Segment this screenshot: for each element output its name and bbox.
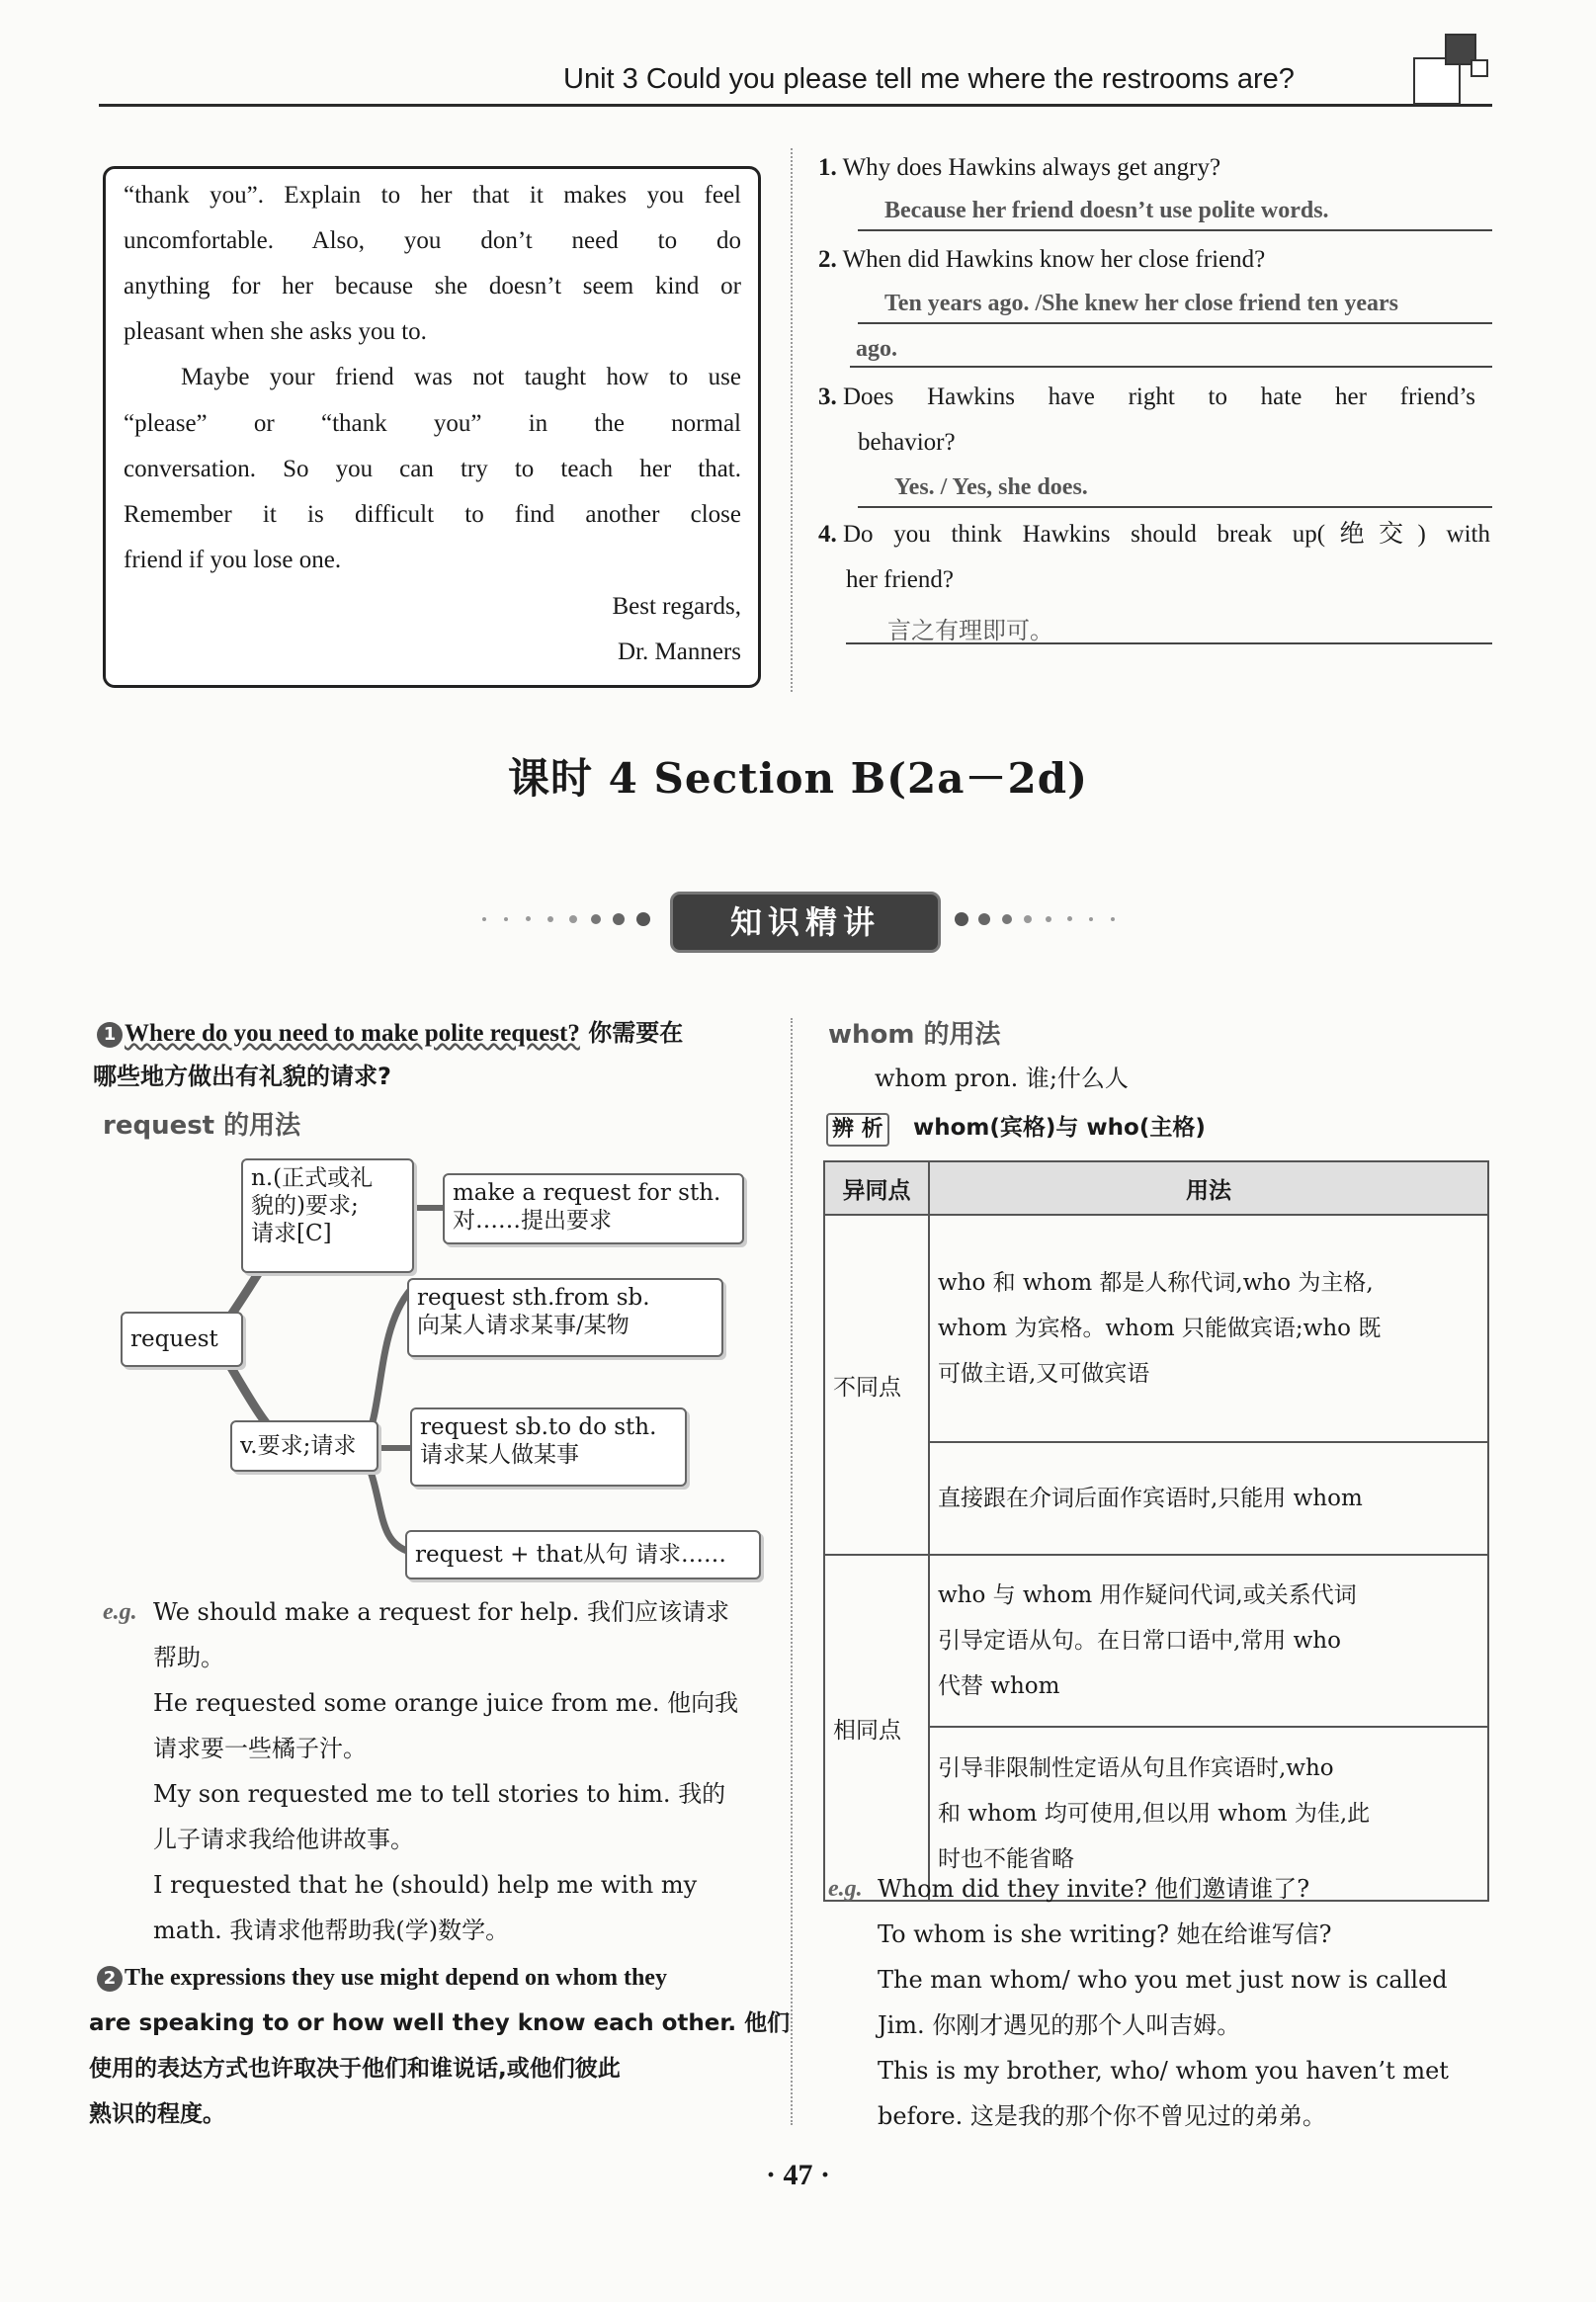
point-2-line: The expressions they use might depend on whom they [125, 1965, 667, 1991]
cell-line: whom 为宾格。whom 只能做宾语;who 既 [938, 1316, 1382, 1341]
example-line: We should make a request for help. 我们应该请求 [153, 1598, 729, 1626]
letter-line: “thank you”. Explain to her that it makes you feel [124, 182, 741, 209]
point-2-line: 熟识的程度。 [89, 2101, 225, 2127]
question-text-cont: her friend? [846, 566, 954, 593]
table-row [824, 1161, 1488, 1215]
question-number: 1. [818, 154, 837, 181]
example-line: 请求要一些橘子汁。 [153, 1735, 367, 1762]
letter-line: Maybe your friend was not taught how to use [181, 364, 741, 390]
question-text: Do you think Hawkins should break up(绝交) with [843, 521, 1490, 548]
example-line: math. 我请求他帮助我(学)数学。 [153, 1917, 510, 1944]
cell-line: 和 whom 均可使用,但以用 whom 为佳,此 [938, 1801, 1371, 1827]
letter-line: friend if you lose one. [124, 547, 342, 573]
map-usage-cn: 向某人请求某事/某物 [417, 1313, 630, 1338]
table-cell [929, 1555, 1488, 1727]
whom-subhead: whom 的用法 [828, 1020, 1001, 1050]
point-2-line: are speaking to or how well they know each other. 他们 [89, 2010, 791, 2036]
letter-signature: Dr. Manners [618, 639, 741, 665]
cell-line: 引导定语从句。在日常口语中,常用 who [938, 1628, 1341, 1654]
map-noun-node [241, 1158, 414, 1273]
whom-definition: whom pron. 谁;什么人 [875, 1065, 1129, 1092]
table-row-label: 相同点 [824, 1555, 929, 1901]
question-text-cont: behavior? [858, 429, 956, 456]
map-root-node: request [121, 1312, 243, 1367]
answer-underline [850, 366, 1492, 368]
table-cell: 直接跟在介词后面作宾语时,只能用 whom [929, 1442, 1488, 1555]
map-noun-line: 貌的)要求; [251, 1193, 359, 1219]
map-usage-en: request sth.from sb. [417, 1285, 650, 1311]
map-usage-en: make a request for sth. [453, 1180, 721, 1206]
bianxi-badge: 辨 析 [826, 1113, 889, 1147]
question-number: 2. [818, 246, 837, 273]
answer-underline [858, 322, 1492, 324]
example-line: The man whom/ who you met just now is called [878, 1966, 1448, 1994]
map-noun-line: n.(正式或礼 [251, 1165, 374, 1191]
example-line: I requested that he (should) help me with my [153, 1871, 698, 1899]
point-1-heading [97, 1018, 683, 1049]
letter-line: anything for her because she doesn’t seem kind or [124, 273, 741, 299]
map-verb-node: v.要求;请求 [230, 1420, 378, 1472]
example-line: This is my brother, who/ whom you haven’t met [878, 2057, 1449, 2085]
example-line: He requested some orange juice from me. 他向我 [153, 1689, 739, 1717]
section-banner: 知识精讲 [670, 892, 941, 953]
letter-line: uncomfortable. Also, you don’t need to do [124, 227, 741, 254]
cell-line: 代替 whom [938, 1673, 1060, 1699]
answer-3: Yes. / Yes, she does. [894, 474, 1088, 500]
letter-line: pleasant when she asks you to. [124, 318, 427, 345]
cell-line: 可做主语,又可做宾语 [938, 1361, 1150, 1387]
answer-4: 言之有理即可。 [887, 617, 1053, 644]
table-header: 异同点 [824, 1161, 929, 1215]
eg-label: e.g. [828, 1876, 863, 1902]
cell-line: who 与 whom 用作疑问代词,或关系代词 [938, 1582, 1357, 1608]
point-2-heading [97, 1963, 667, 1993]
usage-table [823, 1160, 1489, 1902]
answer-1: Because her friend doesn’t use polite words. [884, 198, 1329, 223]
answer-2-cont: ago. [856, 336, 897, 362]
map-verb-usage-2 [410, 1407, 687, 1487]
point-1-en: Where do you need to make polite request? [125, 1020, 580, 1047]
map-usage-en: request sb.to do sth. [420, 1414, 657, 1440]
answer-underline [846, 642, 1492, 644]
question-4 [818, 520, 1500, 550]
map-usage-cn: 对……提出要求 [453, 1208, 612, 1234]
map-noun-usage-node [443, 1173, 744, 1244]
request-subhead: request 的用法 [103, 1111, 301, 1141]
example-line: Jim. 你刚才遇见的那个人叫吉姆。 [878, 2011, 1241, 2039]
letter-line: conversation. So you can try to teach her that. [124, 456, 741, 482]
table-row-label: 不同点 [824, 1215, 929, 1555]
example-line: before. 这是我的那个你不曾见过的弟弟。 [878, 2102, 1326, 2130]
example-line: 儿子请求我给他讲故事。 [153, 1826, 414, 1853]
point-1-line2: 哪些地方做出有礼貌的请求? [93, 1063, 391, 1090]
letter-line: “please” or “thank you” in the normal [124, 410, 741, 437]
header-rule [99, 104, 1492, 107]
answer-underline [858, 229, 1492, 231]
example-line: To whom is she writing? 她在给谁写信? [878, 1920, 1332, 1948]
table-header: 用法 [929, 1161, 1488, 1215]
answer-underline [858, 506, 1492, 508]
example-line: 帮助。 [153, 1644, 224, 1671]
table-row [824, 1215, 1488, 1442]
map-verb-usage-3: request + that从句 请求…… [405, 1530, 761, 1579]
letter-box [103, 166, 761, 688]
map-verb-usage-1 [407, 1278, 723, 1357]
question-text: Why does Hawkins always get angry? [842, 154, 1221, 181]
question-text: When did Hawkins know her close friend? [842, 246, 1266, 273]
eg-label: e.g. [103, 1599, 137, 1625]
question-number: 4. [818, 521, 837, 548]
column-divider [791, 148, 793, 692]
example-line: Whom did they invite? 他们邀请谁了? [878, 1875, 1310, 1903]
header-title: Unit 3 Could you please tell me where the restrooms are? [563, 63, 1295, 95]
cell-line: 引导非限制性定语从句且作宾语时,who [938, 1755, 1334, 1781]
example-line: My son requested me to tell stories to him. 我的 [153, 1780, 726, 1808]
question-2 [818, 245, 1500, 275]
whom-compare-title: whom(宾格)与 who(主格) [913, 1115, 1206, 1141]
page-number: · 47 · [765, 2159, 830, 2191]
section-title: 课时 4 Section B(2a－2d) [508, 754, 1088, 803]
point-2-line: 使用的表达方式也许取决于他们和谁说话,或他们彼此 [89, 2056, 621, 2082]
cell-line: 时也不能省略 [938, 1846, 1074, 1872]
map-usage-cn: 请求某人做某事 [420, 1442, 579, 1468]
answer-2: Ten years ago. /She knew her close friend ten years [884, 291, 1398, 316]
point-1-cn: 你需要在 [579, 1019, 684, 1047]
letter-line: Remember it is difficult to find another close [124, 501, 741, 528]
question-3 [818, 383, 1500, 412]
question-1 [818, 153, 1500, 183]
table-row [824, 1555, 1488, 1727]
map-noun-line: 请求[C] [251, 1221, 332, 1246]
point-number-badge: 1 [97, 1022, 123, 1048]
cell-line: who 和 whom 都是人称代词,who 为主格, [938, 1270, 1374, 1296]
point-number-badge: 2 [97, 1966, 123, 1992]
question-number: 3. [818, 384, 837, 410]
letter-closing: Best regards, [612, 593, 741, 620]
table-cell [929, 1215, 1488, 1442]
column-divider [791, 1018, 793, 2125]
question-text: Does Hawkins have right to hate her friend’s [843, 384, 1475, 410]
